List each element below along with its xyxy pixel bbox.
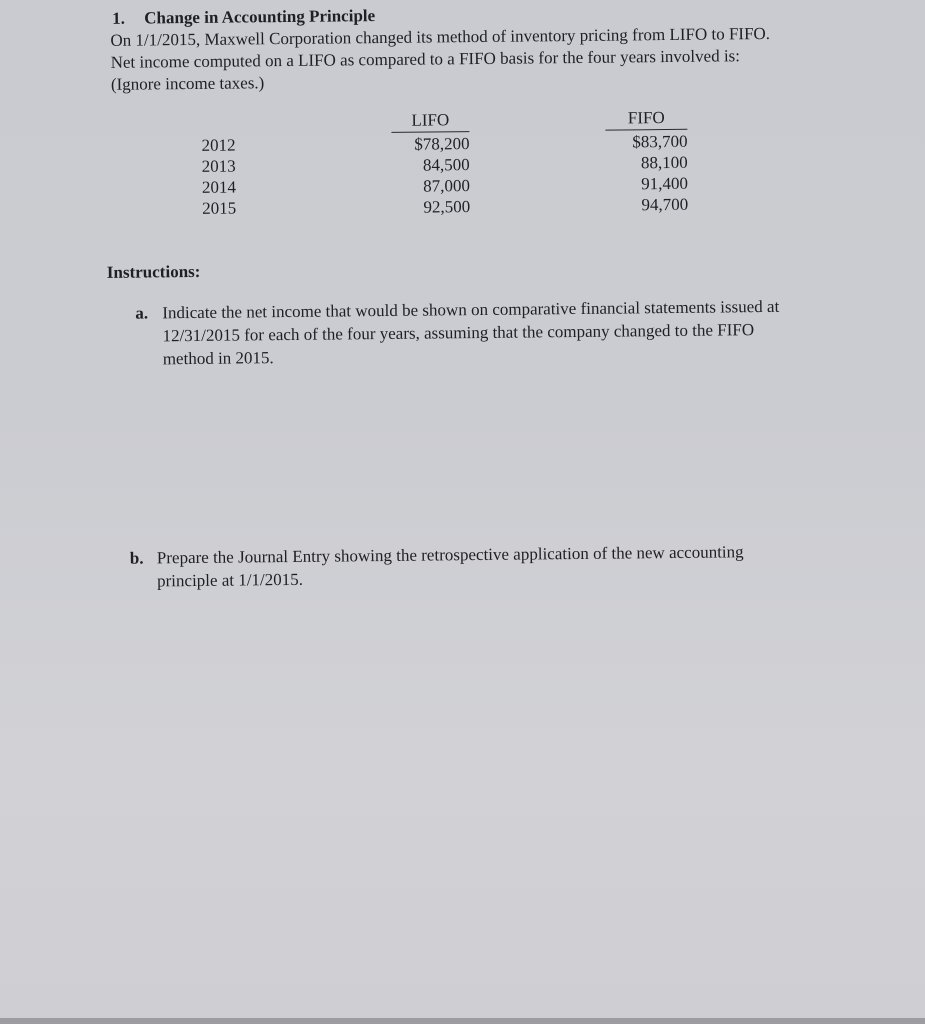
year-column	[201, 135, 236, 219]
fifo-cell: 91,400	[641, 173, 689, 194]
problem-intro: On 1/1/2015, Maxwell Corporation changed its method of inventory pricing from LIFO to FIFO. Net income computed on a LIFO as compared to a FIFO basis for the four years involved is: (Ignore income taxes.)	[110, 23, 771, 94]
year-cell: 2013	[201, 156, 236, 176]
lifo-header: LIFO	[391, 109, 469, 133]
problem-number: 1.	[112, 8, 126, 28]
fifo-column	[605, 107, 688, 216]
page-edge-shadow	[0, 1018, 925, 1024]
problem-title-text: Change in Accounting Principle	[144, 6, 376, 28]
lifo-column	[391, 109, 470, 218]
year-cell: 2012	[201, 135, 236, 155]
lifo-cell: 87,000	[423, 176, 471, 196]
lifo-cell: 92,500	[423, 197, 471, 217]
year-cell: 2015	[202, 198, 237, 218]
instruction-a-label: a.	[135, 303, 149, 323]
instruction-a-text: Indicate the net income that would be shown on comparative financial statements issued at 12/31/2015 for each of the four years, assuming that the company changed to the FIFO method in 2015.	[162, 296, 780, 369]
instruction-b	[130, 540, 760, 593]
fifo-header: FIFO	[605, 107, 687, 131]
fifo-cell: 94,700	[641, 194, 689, 215]
instruction-b-label: b.	[129, 548, 144, 568]
year-cell: 2014	[201, 177, 237, 197]
instruction-b-text: Prepare the Journal Entry showing the retrospective application of the new accounting principle at 1/1/2015.	[156, 542, 744, 591]
lifo-cell: 84,500	[422, 155, 470, 175]
fifo-cell: 88,100	[640, 152, 688, 173]
problem-title	[112, 6, 375, 29]
lifo-cell: $78,200	[414, 134, 470, 154]
fifo-cell: $83,700	[632, 131, 688, 152]
instructions-heading: Instructions:	[106, 261, 201, 282]
instruction-a	[135, 295, 796, 371]
